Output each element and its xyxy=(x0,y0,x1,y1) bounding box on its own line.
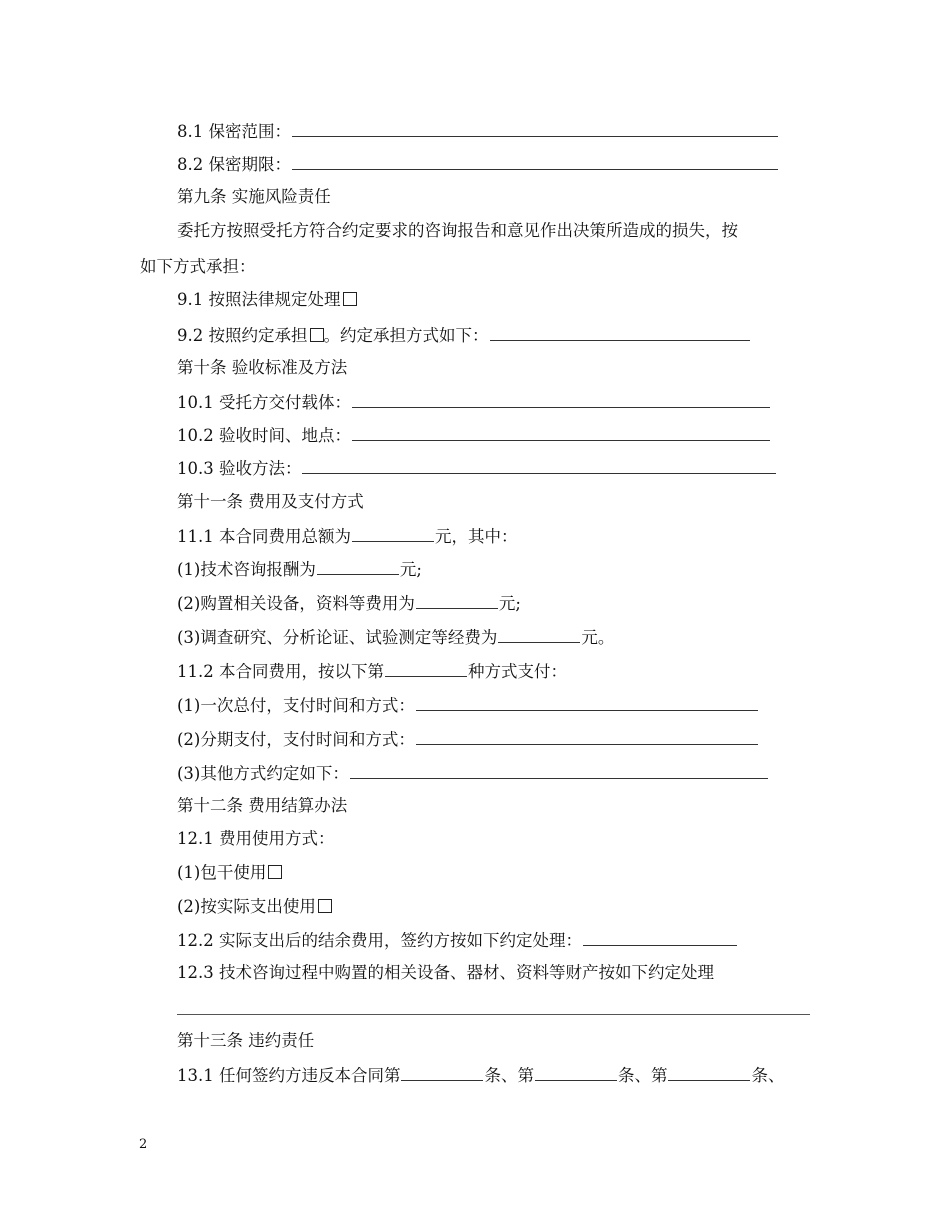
clause-13-1: 13.1 任何签约方违反本合同第 条、第 条、第 条、 xyxy=(177,1066,785,1085)
blank-field[interactable] xyxy=(302,457,776,474)
checkbox[interactable] xyxy=(310,328,324,342)
clause-11-2: 11.2 本合同费用，按以下第 种方式支付： xyxy=(177,662,567,681)
blank-field[interactable] xyxy=(352,391,770,408)
clause-11-1-1: (1)技术咨询报酬为 元; xyxy=(177,560,422,579)
blank-field[interactable] xyxy=(416,728,758,745)
clause-8-2: 8.2 保密期限： xyxy=(177,153,779,175)
blank-field[interactable] xyxy=(668,1064,750,1081)
paragraph-line: 委托方按照受托方符合约定要求的咨询报告和意见作出决策所造成的损失，按 xyxy=(177,221,738,240)
blank-field[interactable] xyxy=(490,324,750,341)
blank-field[interactable] xyxy=(292,153,778,170)
clause-10-2: 10.2 验收时间、地点： xyxy=(177,424,771,446)
blank-field[interactable] xyxy=(317,558,399,575)
checkbox[interactable] xyxy=(343,292,357,306)
clause-11-1-3: (3)调查研究、分析论证、试验测定等经费为 元。 xyxy=(177,628,615,647)
clause-11-1: 11.1 本合同费用总额为 元，其中： xyxy=(177,527,518,546)
clause-11-1-2: (2)购置相关设备，资料等费用为 元; xyxy=(177,594,521,613)
clause-9-2: 9.2 按照约定承担 。约定承担方式如下： xyxy=(177,324,751,346)
checkbox[interactable] xyxy=(318,899,332,913)
clause-12-1: 12.1 费用使用方式： xyxy=(177,829,335,848)
clause-9-1: 9.1 按照法律规定处理 xyxy=(177,289,357,311)
clause-8-1: 8.1 保密范围： xyxy=(177,120,779,142)
blank-field[interactable] xyxy=(583,929,737,946)
blank-field[interactable] xyxy=(292,120,778,137)
clause-12-2: 12.2 实际支出后的结余费用，签约方按如下约定处理： xyxy=(177,929,738,951)
clause-12-1-2: (2)按实际支出使用 xyxy=(177,896,332,918)
blank-field[interactable] xyxy=(535,1064,617,1081)
clause-11-2-3: (3)其他方式约定如下： xyxy=(177,762,769,784)
page-number: 2 xyxy=(139,1137,148,1152)
article-10-heading: 第十条 验收标准及方法 xyxy=(177,358,348,377)
blank-field[interactable] xyxy=(385,660,467,677)
clause-11-2-2: (2)分期支付，支付时间和方式： xyxy=(177,728,759,750)
article-9-heading: 第九条 实施风险责任 xyxy=(177,187,331,206)
blank-line-field[interactable] xyxy=(177,1014,810,1015)
blank-field[interactable] xyxy=(498,626,580,643)
clause-10-3: 10.3 验收方法： xyxy=(177,457,777,479)
blank-field[interactable] xyxy=(350,762,768,779)
clause-10-1: 10.1 受托方交付载体： xyxy=(177,391,771,413)
checkbox[interactable] xyxy=(268,865,282,879)
blank-field[interactable] xyxy=(416,592,498,609)
blank-field[interactable] xyxy=(416,694,758,711)
paragraph-line: 如下方式承担： xyxy=(140,257,256,276)
clause-11-2-1: (1)一次总付，支付时间和方式： xyxy=(177,694,759,716)
clause-12-3: 12.3 技术咨询过程中购置的相关设备、器材、资料等财产按如下约定处理 xyxy=(177,963,714,982)
blank-field[interactable] xyxy=(352,424,770,441)
article-12-heading: 第十二条 费用结算办法 xyxy=(177,796,348,815)
article-11-heading: 第十一条 费用及支付方式 xyxy=(177,492,364,511)
clause-12-1-1: (1)包干使用 xyxy=(177,862,282,884)
blank-field[interactable] xyxy=(352,525,434,542)
article-13-heading: 第十三条 违约责任 xyxy=(177,1031,315,1050)
blank-field[interactable] xyxy=(401,1064,483,1081)
